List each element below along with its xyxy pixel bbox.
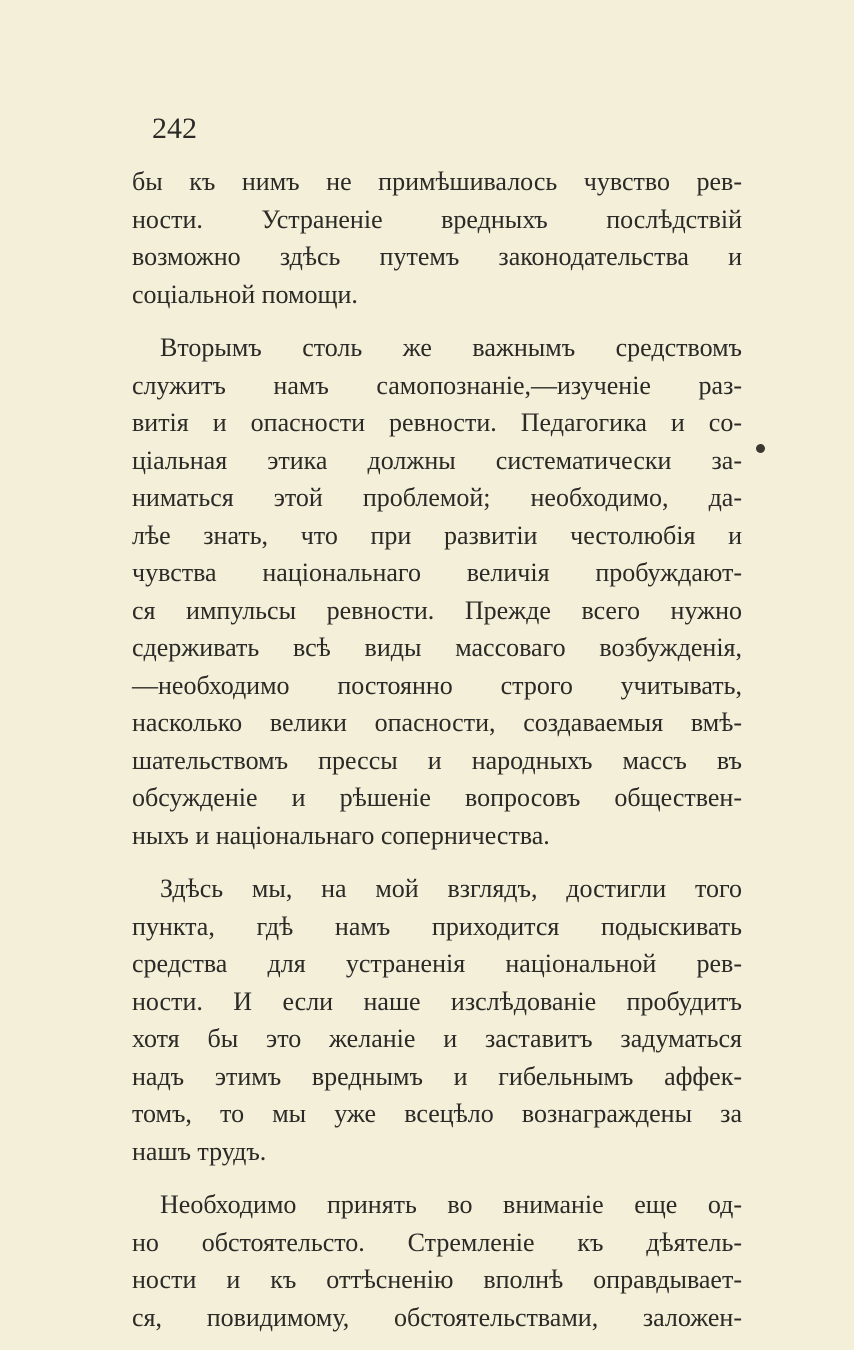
text-line: ниматься этой проблемой; необходимо, да- xyxy=(132,483,742,512)
text-line: служитъ намъ самопознаніе,—изученіе раз- xyxy=(132,370,742,400)
text-line: нашъ трудъ. xyxy=(132,1136,267,1166)
text-line: соціальной помощи. xyxy=(132,279,358,309)
text-line: лѣе знать, что при развитіи честолюбія и xyxy=(132,520,742,550)
text-line: сдерживать всѣ виды массоваго возбужденія, xyxy=(132,633,742,662)
page-number: 242 xyxy=(152,112,197,145)
paragraph-1 xyxy=(132,163,742,313)
text-line: ности. И если наше изслѣдованіе пробудитъ xyxy=(132,986,742,1016)
text-line: томъ, то мы уже всецѣло вознаграждены за xyxy=(132,1099,742,1128)
text-line: средства для устраненія національной рев- xyxy=(132,949,742,978)
text-line: —необходимо постоянно строго учитывать, xyxy=(132,670,742,700)
text-line: ныхъ и національнаго соперничества. xyxy=(132,820,550,850)
text-line: ся, повидимому, обстоятельствами, заложен- xyxy=(132,1302,742,1332)
paragraph-4 xyxy=(132,1186,742,1336)
paragraph-2 xyxy=(132,329,742,854)
text-line: бы къ нимъ не примѣшивалось чувство рев- xyxy=(132,167,742,196)
text-line: возможно здѣсь путемъ законодательства и xyxy=(132,242,742,271)
text-line: Вторымъ столь же важнымъ средствомъ xyxy=(160,333,742,362)
text-line: обсужденіе и рѣшеніе вопросовъ обществен- xyxy=(132,783,742,812)
text-line: но обстоятельсто. Стремленіе къ дѣятель- xyxy=(132,1227,742,1257)
text-line: насколько велики опасности, создаваемыя вмѣ- xyxy=(132,708,742,737)
text-line: чувства національнаго величія пробуждают- xyxy=(132,558,742,587)
text-line: витія и опасности ревности. Педагогика и со- xyxy=(132,408,742,437)
text-line: пункта, гдѣ намъ приходится подыскивать xyxy=(132,911,742,941)
text-line: шательствомъ прессы и народныхъ массъ въ xyxy=(132,745,742,775)
text-line: ности. Устраненіе вредныхъ послѣдствій xyxy=(132,204,742,234)
text-line: надъ этимъ вреднымъ и гибельнымъ аффек- xyxy=(132,1061,742,1091)
margin-mark xyxy=(756,444,765,453)
text-line: ности и къ оттѣсненію вполнѣ оправдывает- xyxy=(132,1265,742,1294)
text-line: ціальная этика должны систематически за- xyxy=(132,445,742,475)
text-line: хотя бы это желаніе и заставитъ задуматься xyxy=(132,1024,742,1053)
text-line: Здѣсь мы, на мой взглядъ, достигли того xyxy=(160,874,742,903)
paragraph-3 xyxy=(132,870,742,1170)
text-line: ся импульсы ревности. Прежде всего нужно xyxy=(132,595,742,625)
text-line: Необходимо принять во вниманіе еще од- xyxy=(160,1190,742,1219)
body-text xyxy=(132,163,742,1336)
